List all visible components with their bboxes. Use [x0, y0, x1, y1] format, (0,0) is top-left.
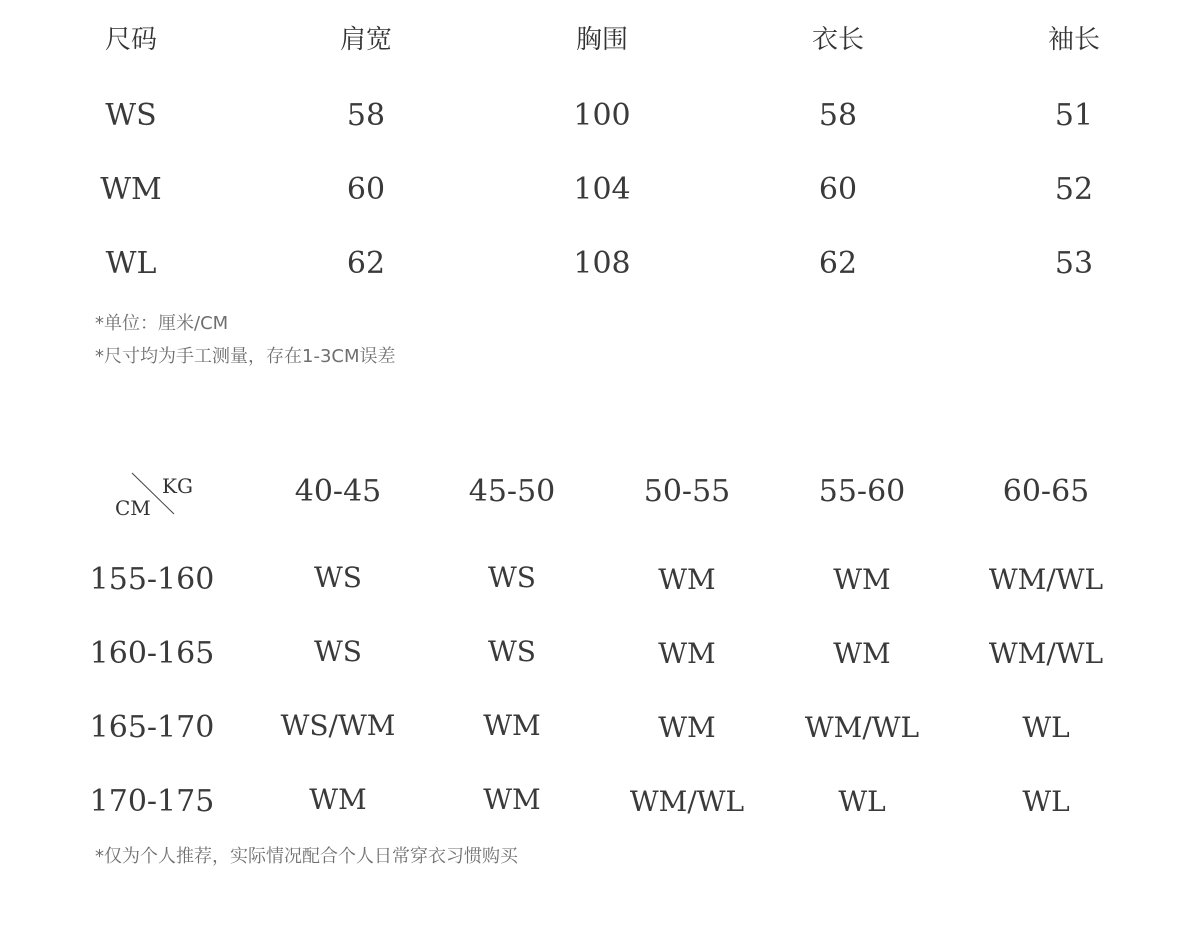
corner-height-label: CM	[115, 496, 151, 520]
recommend-cell: WM/WL	[629, 785, 745, 818]
recommend-cell: WS	[488, 561, 536, 594]
size-cell: WL	[105, 246, 157, 281]
recommend-cell: WM/WL	[988, 637, 1104, 670]
size-cell: 108	[573, 246, 631, 281]
recommend-cell: WL	[1022, 785, 1070, 818]
height-label: 165-170	[89, 710, 215, 745]
unit-note: *单位：厘米/CM	[95, 313, 229, 334]
recommend-note: *仅为个人推荐，实际情况配合个人日常穿衣习惯购买	[95, 846, 518, 867]
recommend-cell: WM/WL	[804, 711, 920, 744]
corner-header	[110, 470, 200, 520]
weight-header: 40-45	[294, 474, 382, 509]
size-cell: WM	[100, 172, 162, 207]
recommend-cell: WS/WM	[280, 709, 396, 742]
size-header-length: 衣长	[811, 25, 865, 55]
weight-header: 45-50	[468, 474, 556, 509]
size-cell: 62	[346, 246, 386, 281]
recommend-cell: WM	[658, 637, 716, 670]
size-cell: WS	[105, 98, 157, 133]
recommend-cell: WM	[483, 783, 541, 816]
height-label: 160-165	[89, 636, 215, 671]
recommend-cell: WM	[833, 563, 891, 596]
size-cell: 58	[818, 98, 858, 133]
size-header-chest: 胸围	[575, 25, 629, 55]
size-header-shoulder: 肩宽	[339, 25, 393, 55]
size-cell: 104	[573, 172, 631, 207]
recommend-cell: WS	[314, 635, 362, 668]
weight-header: 50-55	[643, 474, 731, 509]
recommend-cell: WM	[658, 563, 716, 596]
corner-weight-label: KG	[162, 474, 193, 498]
height-label: 170-175	[89, 784, 215, 819]
weight-header: 55-60	[818, 474, 906, 509]
recommend-cell: WL	[838, 785, 886, 818]
recommend-cell: WL	[1022, 711, 1070, 744]
recommend-cell: WM	[309, 783, 367, 816]
recommend-cell: WS	[488, 635, 536, 668]
recommend-cell: WS	[314, 561, 362, 594]
size-header-size: 尺码	[104, 25, 158, 55]
size-cell: 52	[1054, 172, 1094, 207]
size-cell: 53	[1054, 246, 1094, 281]
measurement-note: *尺寸均为手工测量，存在1-3CM误差	[95, 346, 396, 367]
size-header-sleeve: 袖长	[1047, 25, 1101, 55]
height-label: 155-160	[89, 562, 215, 597]
size-cell: 58	[346, 98, 386, 133]
size-cell: 51	[1054, 98, 1094, 133]
recommend-cell: WM	[483, 709, 541, 742]
recommend-cell: WM/WL	[988, 563, 1104, 596]
recommend-cell: WM	[833, 637, 891, 670]
size-cell: 60	[346, 172, 386, 207]
size-cell: 60	[818, 172, 858, 207]
size-cell: 62	[818, 246, 858, 281]
recommend-cell: WM	[658, 711, 716, 744]
weight-header: 60-65	[1002, 474, 1090, 509]
size-cell: 100	[573, 98, 631, 133]
